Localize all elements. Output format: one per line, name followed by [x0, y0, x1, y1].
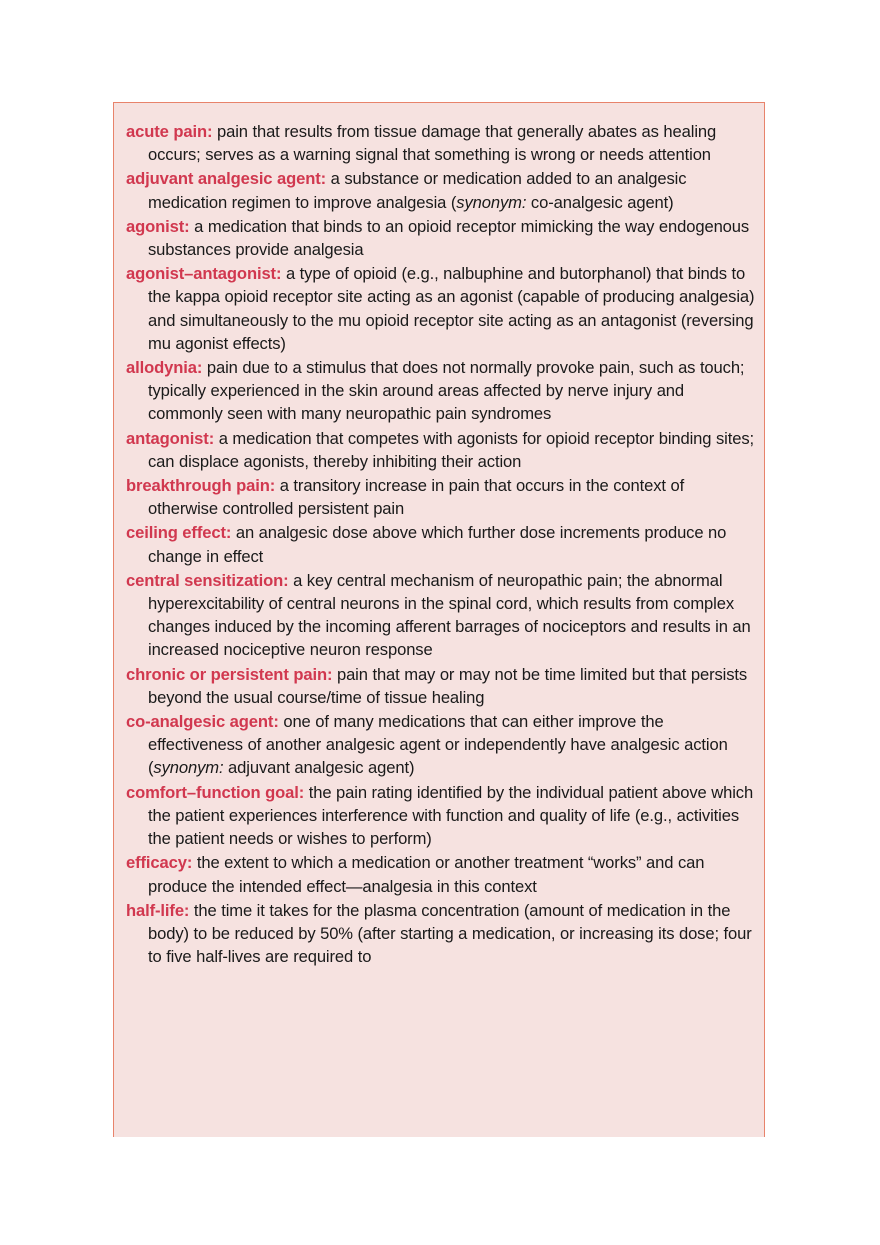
glossary-entry [126, 851, 756, 897]
glossary-definition: an analgesic dose above which further dose increments produce no change in effect [148, 523, 727, 566]
glossary-definition: pain that results from tissue damage that generally abates as healing occurs; serves as a warning signal that something is wrong or needs attention [148, 122, 717, 165]
glossary-definition: the pain rating identified by the individual patient above which the patient experiences interference with function and quality of life (e.g., activities the patient needs or wishes to perform) [148, 782, 754, 849]
synonym-label: synonym: [456, 192, 527, 212]
glossary-entry [126, 521, 756, 567]
glossary-entry [126, 262, 756, 355]
glossary-term: comfort–function goal: [126, 782, 305, 802]
glossary-entry [126, 569, 756, 662]
glossary-entry [126, 120, 756, 166]
glossary-definition: the time it takes for the plasma concentration (amount of medication in the body) to be reduced by 50% (after starting a medication, or increasing its dose; four to five half-lives are required to [148, 900, 752, 967]
glossary-definition: the extent to which a medication or another treatment “works” and can produce the intended effect—analgesia in this context [148, 853, 705, 896]
synonym-label: synonym: [153, 758, 224, 778]
glossary-term: acute pain: [126, 122, 213, 141]
glossary-term: agonist–antagonist: [126, 264, 282, 284]
glossary-term: ceiling effect: [126, 523, 232, 543]
glossary-term: breakthrough pain: [126, 476, 276, 496]
glossary-definition: a medication that binds to an opioid receptor mimicking the way endogenous substances provide analgesia [148, 216, 750, 260]
glossary-term: allodynia: [126, 358, 203, 378]
glossary-definition: a type of opioid (e.g., nalbuphine and butorphanol) that binds to the kappa opioid receptor site acting as an agonist (capable of producing analgesia) and simultaneously to the mu opioid receptor site acting as an antagonist (reversing mu agonist effects) [148, 264, 755, 353]
glossary-entry [126, 899, 756, 969]
glossary-entry [126, 356, 756, 426]
glossary-entry [126, 781, 756, 851]
glossary-term: chronic or persistent pain: [126, 664, 333, 684]
glossary-definition-before: a substance or medication added to an analgesic medication regimen to improve analgesia ( [148, 169, 687, 212]
glossary-term: antagonist: [126, 428, 215, 448]
glossary-definition: pain due to a stimulus that does not normally provoke pain, such as touch; typically experienced in the skin around areas affected by nerve injury and commonly seen with many neuropathic pain syndromes [148, 358, 745, 424]
glossary-definition: pain that may or may not be time limited but that persists beyond the usual course/time of tissue healing [148, 664, 748, 707]
glossary-term: half-life: [126, 900, 190, 920]
glossary-definition: a transitory increase in pain that occurs in the context of otherwise controlled persistent pain [148, 476, 685, 519]
glossary-entry [126, 663, 756, 709]
glossary-definition: a medication that competes with agonists for opioid receptor binding sites; can displace agonists, thereby inhibiting their action [148, 428, 754, 471]
glossary-term: central sensitization: [126, 570, 289, 590]
glossary-term: co-analgesic agent: [126, 712, 279, 732]
glossary-entry [126, 710, 756, 780]
glossary-definition-after: co-analgesic agent) [526, 192, 674, 212]
glossary-entry [126, 474, 756, 520]
glossary-definition: a key central mechanism of neuropathic pain; the abnormal hyperexcitability of central neurons in the spinal cord, which results from complex changes induced by the incoming afferent barrages of nociceptors and results in an increased nociceptive neuron response [148, 570, 751, 660]
glossary-entry [126, 215, 756, 261]
glossary-entry [126, 167, 756, 213]
glossary-term: efficacy: [126, 853, 193, 873]
glossary-entry-list [114, 103, 764, 968]
glossary-term: adjuvant analgesic agent: [126, 169, 327, 189]
glossary-definition-before: one of many medications that can either improve the effectiveness of another analgesic agent or independently have analgesic action ( [148, 712, 728, 778]
glossary-definition-after: adjuvant analgesic agent) [223, 758, 415, 778]
glossary-entry [126, 427, 756, 473]
glossary-panel [113, 102, 765, 1137]
glossary-term: agonist: [126, 216, 190, 236]
